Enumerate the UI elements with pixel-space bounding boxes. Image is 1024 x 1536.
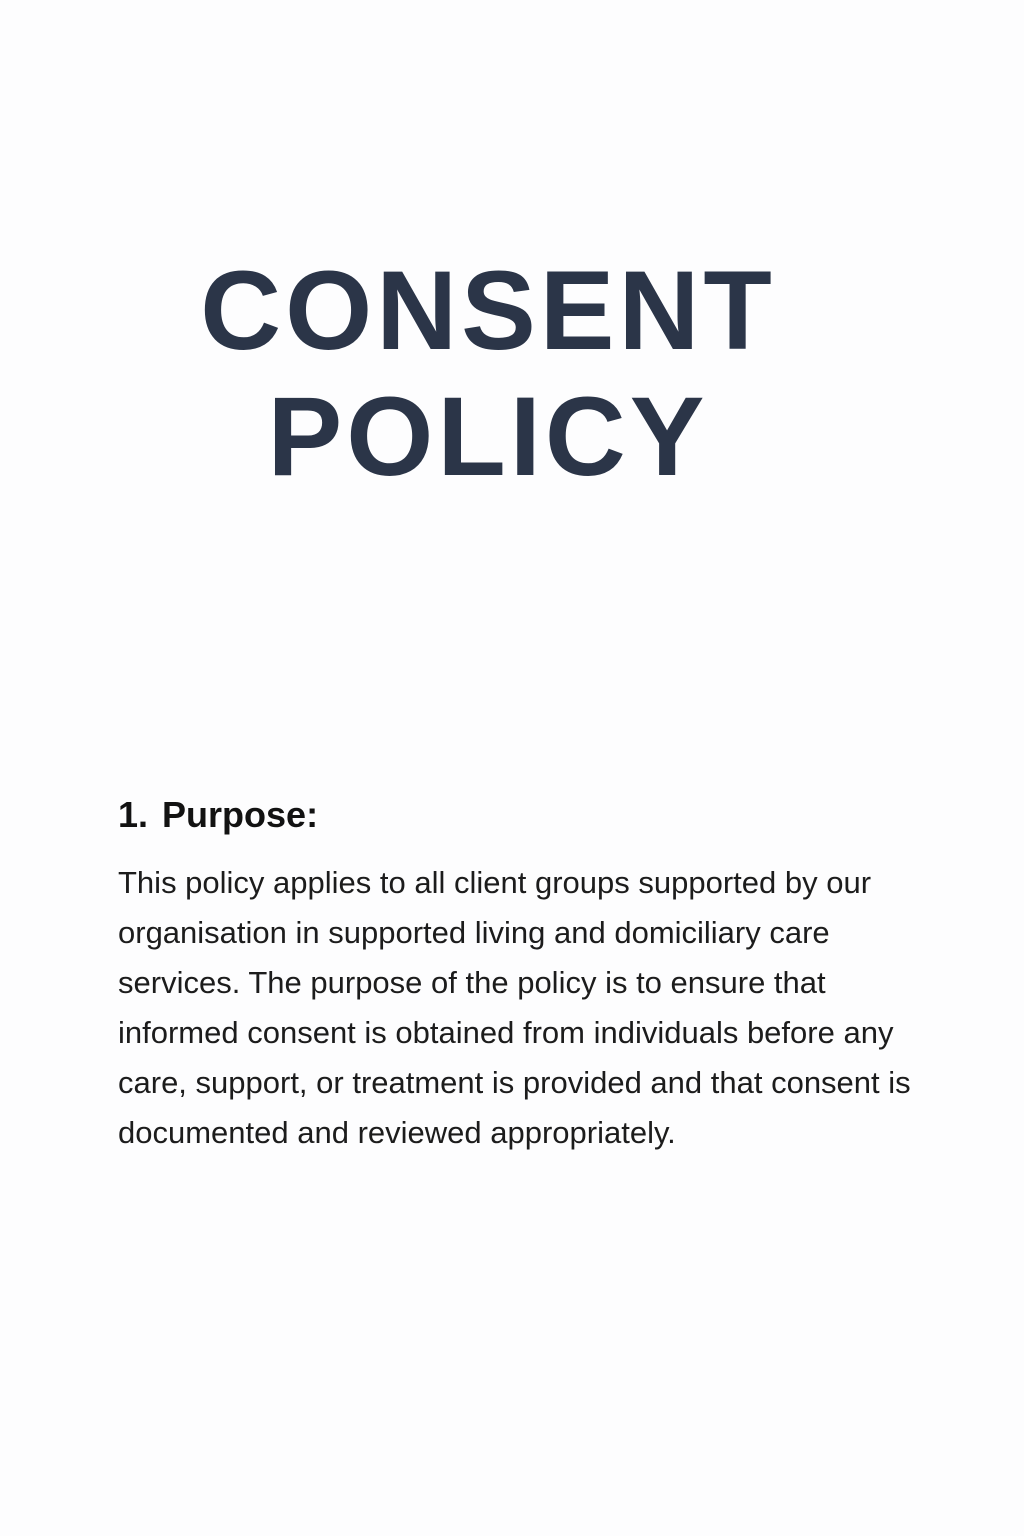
purpose-section: [118, 790, 918, 1158]
title-line-2: POLICY: [267, 374, 709, 499]
section-title: Purpose:: [162, 794, 319, 835]
section-body-text: This policy applies to all client groups supported by our organisation in supported living and domiciliary care services. The purpose of the policy is to ensure that informed consent is obtained from individuals before any care, support, or treatment is provided and that consent is documented and reviewed appropriately.: [118, 865, 911, 1150]
title-line-1: CONSENT: [200, 248, 776, 373]
section-heading: [118, 790, 918, 840]
document-title: [0, 248, 976, 500]
section-number: 1.: [118, 794, 149, 835]
